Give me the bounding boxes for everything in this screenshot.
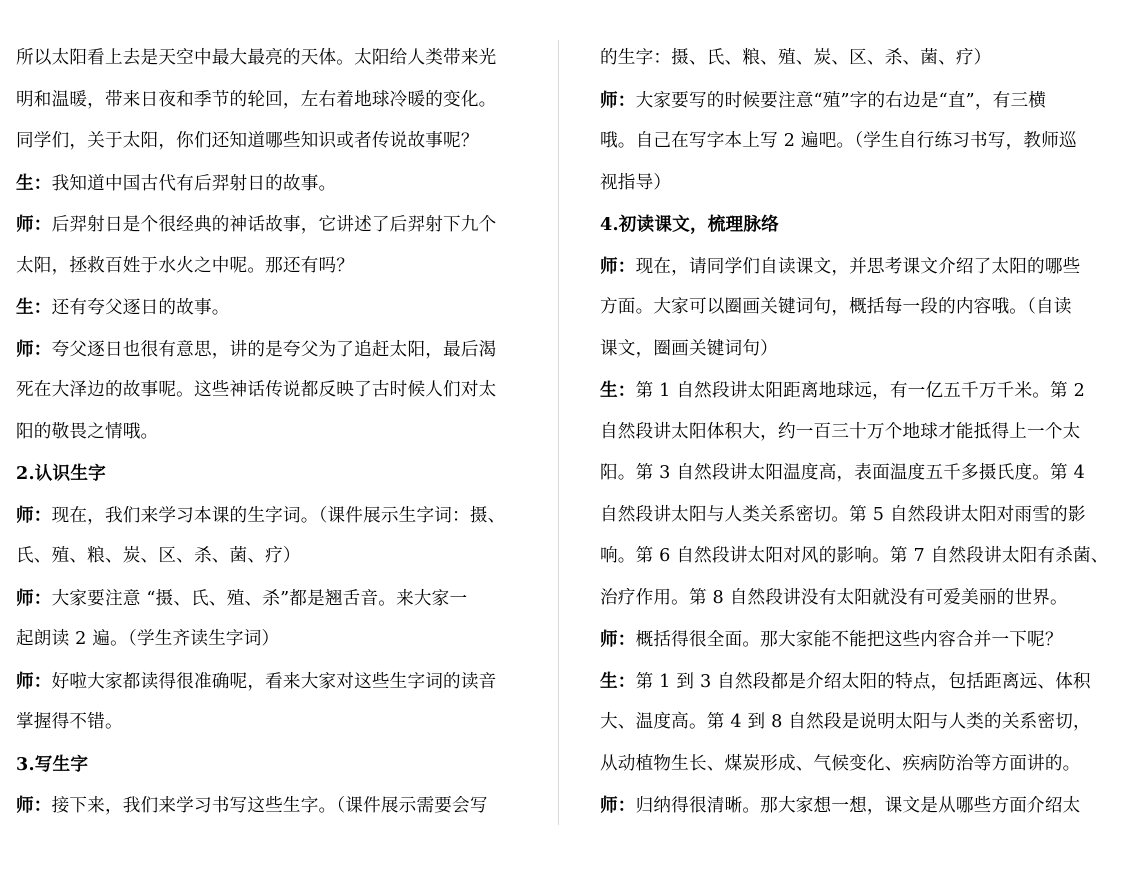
text-line: [16, 495, 528, 537]
speaker-label: 生：: [600, 380, 636, 401]
line-text: 死在大泽边的故事呢。这些神话传说都反映了古时候人们对太: [16, 380, 497, 400]
text-line: [600, 744, 1110, 786]
text-line: [600, 536, 1110, 578]
line-text: 归纳得很清晰。那大家想一想，课文是从哪些方面介绍太: [635, 796, 1081, 816]
line-text: 现在，请同学们自读课文，并思考课文介绍了太阳的哪些: [635, 256, 1081, 277]
section-heading: 4.初读课文，梳理脉络: [600, 214, 779, 235]
text-line: [16, 204, 528, 246]
text-line: [600, 661, 1110, 703]
text-line: [600, 578, 1110, 620]
line-text: 还有夸父逐日的故事。: [51, 298, 230, 318]
text-line: [600, 412, 1110, 454]
line-text: 从动植物生长、煤炭形成、气候变化、疾病防治等方面讲的。: [600, 753, 1081, 774]
line-text: 氏、殖、粮、炭、区、杀、菌、疗）: [16, 546, 301, 566]
text-line: [600, 495, 1110, 537]
text-line: [600, 370, 1110, 412]
line-text: 概括得很全面。那大家能不能把这些内容合并一下呢？: [635, 630, 1063, 650]
text-line: [16, 163, 528, 205]
line-text: 所以太阳看上去是天空中最大最亮的天体。太阳给人类带来光: [16, 48, 497, 68]
line-text: 治疗作用。第 8 自然段讲没有太阳就没有可爱美丽的世界。: [600, 587, 1068, 608]
line-text: 大家要写的时候要注意“殖”字的右边是“直”，有三横: [635, 90, 1047, 111]
line-text: 好啦大家都读得很准确呢，看来大家对这些生字词的读音: [51, 671, 497, 692]
line-text: 同学们，关于太阳，你们还知道哪些知识或者传说故事呢？: [16, 131, 479, 151]
left-column: [16, 38, 528, 827]
text-line: [16, 412, 528, 454]
speaker-label: 师：: [16, 338, 52, 360]
speaker-label: 师：: [16, 670, 52, 692]
speaker-label: 师：: [16, 587, 52, 609]
text-line: [600, 163, 1110, 205]
line-text: 哦。自己在写字本上写 2 遍吧。（学生自行练习书写，教师巡: [600, 131, 1077, 151]
text-line: [600, 785, 1110, 827]
line-text: 阳的敬畏之情哦。: [16, 421, 159, 442]
text-line: [16, 329, 528, 371]
speaker-label: 师：: [600, 795, 636, 816]
line-text: 自然段讲太阳与人类关系密切。第 5 自然段讲太阳对雨雪的影: [600, 504, 1086, 525]
speaker-label: 师：: [16, 214, 52, 235]
speaker-label: 生：: [16, 172, 52, 194]
text-line: [600, 121, 1110, 163]
text-line: [600, 453, 1110, 495]
text-line: [600, 287, 1110, 329]
text-line: [16, 370, 528, 412]
speaker-label: 师：: [600, 89, 636, 111]
section-heading: 3.写生字: [16, 753, 89, 775]
line-text: 明和温暖，带来日夜和季节的轮回，左右着地球冷暖的变化。: [16, 89, 497, 110]
speaker-label: 生：: [600, 670, 636, 692]
line-text: 的生字：摄、氏、粮、殖、炭、区、杀、菌、疗）: [600, 48, 992, 68]
line-text: 接下来，我们来学习书写这些生字。（课件展示需要会写: [51, 796, 488, 816]
line-text: 大、温度高。第 4 到 8 自然段是说明太阳与人类的关系密切，: [600, 712, 1091, 732]
speaker-label: 生：: [16, 297, 52, 318]
line-text: 掌握得不错。: [16, 712, 123, 732]
line-text: 自然段讲太阳体积大，约一百三十万个地球才能抵得上一个太: [600, 421, 1081, 442]
line-text: 课文，圈画关键词句）: [600, 338, 778, 359]
text-line: [16, 578, 528, 620]
line-text: 响。第 6 自然段讲太阳对风的影响。第 7 自然段讲太阳有杀菌、: [600, 546, 1109, 566]
section-heading: 2.认识生字: [16, 463, 106, 484]
line-text: 夸父逐日也很有意思，讲的是夸父为了追赶太阳，最后渴: [51, 339, 497, 360]
line-text: 现在，我们来学习本课的生字词。（课件展示生字词：摄、: [51, 505, 506, 526]
text-line: [600, 38, 1110, 80]
text-line: [600, 619, 1110, 661]
speaker-label: 师：: [600, 629, 636, 650]
line-text: 我知道中国古代有后羿射日的故事。: [51, 173, 337, 194]
line-text: 第 1 到 3 自然段都是介绍太阳的特点，包括距离远、体积: [635, 671, 1091, 692]
speaker-label: 师：: [16, 504, 52, 526]
text-line: [16, 246, 528, 288]
speaker-label: 师：: [600, 255, 636, 277]
line-text: 视指导）: [600, 172, 672, 193]
text-line: [16, 38, 528, 80]
right-column: [600, 38, 1110, 827]
text-line: [16, 619, 528, 661]
text-line: [16, 287, 528, 329]
line-text: 方面。大家可以圈画关键词句，概括每一段的内容哦。（自读: [600, 297, 1072, 317]
line-text: 太阳，拯救百姓于水火之中呢。那还有吗？: [16, 255, 355, 276]
text-line: [16, 536, 528, 578]
speaker-label: 师：: [16, 795, 52, 816]
text-line: [16, 661, 528, 703]
text-line: [16, 702, 528, 744]
line-text: 阳。第 3 自然段讲太阳温度高，表面温度五千多摄氏度。第 4: [600, 463, 1086, 483]
text-line: [600, 329, 1110, 371]
line-text: 第 1 自然段讲太阳距离地球远，有一亿五千万千米。第 2: [635, 381, 1086, 401]
line-text: 后羿射日是个很经典的神话故事，它讲述了后羿射下九个: [51, 215, 497, 235]
text-line: [16, 785, 528, 827]
text-line: [600, 80, 1110, 122]
text-line: [600, 702, 1110, 744]
line-text: 大家要注意 “摄、氏、殖、杀”都是翘舌音。来大家一: [51, 588, 468, 609]
column-divider: [558, 40, 559, 825]
line-text: 起朗读 2 遍。（学生齐读生字词）: [16, 629, 280, 649]
text-line: [16, 80, 528, 122]
text-line: [16, 121, 528, 163]
text-line: [600, 246, 1110, 288]
